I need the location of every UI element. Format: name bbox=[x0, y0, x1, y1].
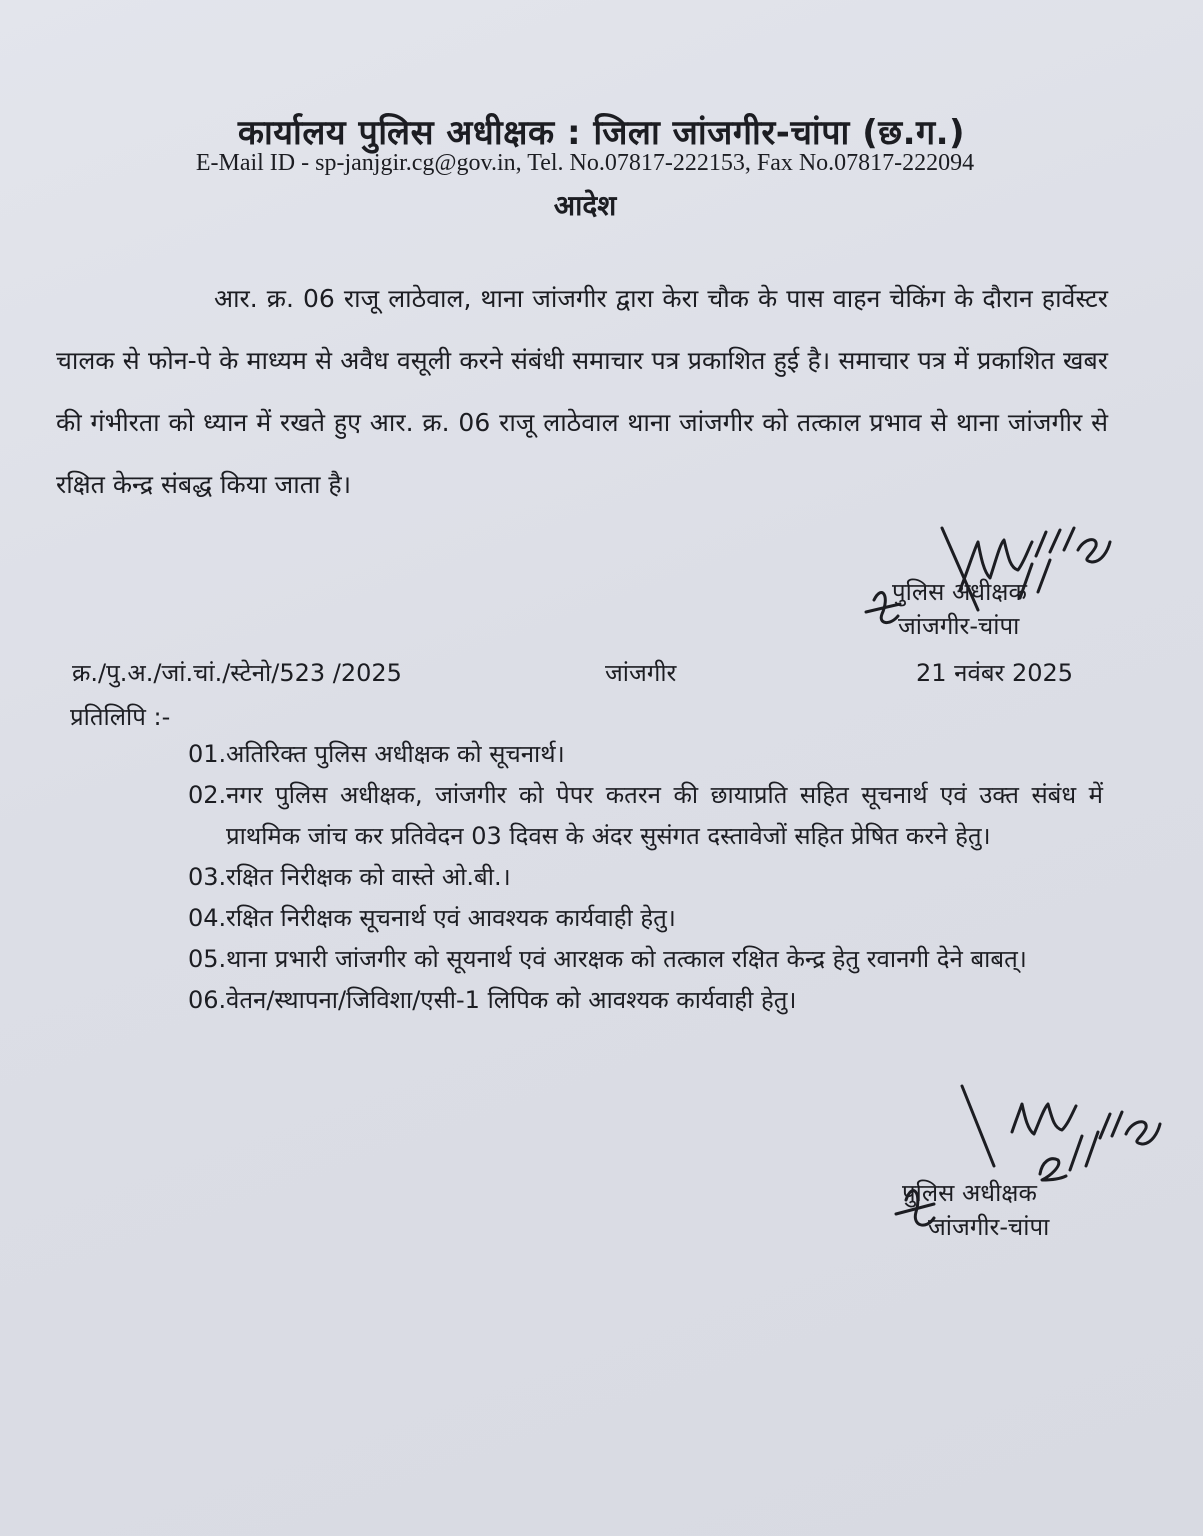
signature-2-block bbox=[902, 1176, 1049, 1244]
copy-to-item bbox=[188, 857, 1103, 898]
reference-number: क्र./पु.अ./जां.चां./स्टेनो/523 /2025 bbox=[72, 659, 402, 687]
signature-1-designation: पुलिस अधीक्षक bbox=[892, 578, 1027, 606]
copy-to-item bbox=[188, 939, 1103, 980]
signature-2-designation: पुलिस अधीक्षक bbox=[902, 1179, 1037, 1207]
copy-to-item bbox=[188, 980, 1103, 1021]
copy-to-item-number: 06. bbox=[188, 986, 227, 1014]
copy-to-item-text: रक्षित निरीक्षक सूचनार्थ एवं आवश्यक कार्यवाही हेतु। bbox=[226, 904, 676, 932]
copy-to-item-number: 02. bbox=[188, 781, 227, 809]
order-body: आर. क्र. 06 राजू लाठेवाल, थाना जांजगीर द्वारा केरा चौक के पास वाहन चेकिंग के दौरान हार्वेस्टर चालक से फोन-पे के माध्यम से अवैध वसूली करने संबंधी समाचार पत्र प्रकाशित हुई है। समाचार पत्र में प्रकाशित खबर की गंभीरता को ध्यान में रखते हुए आर. क्र. 06 राजू लाठेवाल थाना जांजगीर को तत्काल प्रभाव से थाना जांजगीर से रक्षित केन्द्र संबद्ध किया जाता है। bbox=[56, 284, 1108, 499]
copy-to-label: प्रतिलिपि :- bbox=[70, 703, 171, 731]
signature-2-district: जांजगीर-चांपा bbox=[928, 1213, 1050, 1241]
copy-to-item-number: 05. bbox=[188, 945, 227, 973]
copy-to-item-text: वेतन/स्थापना/जिविशा/एसी-1 लिपिक को आवश्यक कार्यवाही हेतु। bbox=[226, 986, 797, 1014]
copy-to-item-text: रक्षित निरीक्षक को वास्ते ओ.बी.। bbox=[226, 863, 511, 891]
signature-1-district: जांजगीर-चांपा bbox=[898, 612, 1020, 640]
copy-to-item bbox=[188, 898, 1103, 939]
office-title: कार्यालय पुलिस अधीक्षक : जिला जांजगीर-चांपा (छ.ग.) bbox=[237, 113, 966, 153]
copy-to-list bbox=[188, 734, 1103, 1021]
copy-to-item bbox=[188, 734, 1103, 775]
copy-to-item-text: नगर पुलिस अधीक्षक, जांजगीर को पेपर कतरन की छायाप्रति सहित सूचनार्थ एवं उक्त संबंध में प्राथमिक जांच कर प्रतिवेदन 03 दिवस के अंदर सुसंगत दस्तावेजों सहित प्रेषित करने हेतु। bbox=[226, 781, 1103, 850]
copy-to-item-text: थाना प्रभारी जांजगीर को सूयनार्थ एवं आरक्षक को तत्काल रक्षित केन्द्र हेतु रवानगी देने बाबत्। bbox=[226, 945, 1027, 973]
contact-line: E-Mail ID - sp-janjgir.cg@gov.in, Tel. No.07817-222153, Fax No.07817-222094 bbox=[195, 150, 975, 176]
copy-to-item-number: 04. bbox=[188, 904, 227, 932]
reference-place: जांजगीर bbox=[605, 659, 677, 687]
copy-to-item bbox=[188, 775, 1103, 857]
reference-date: 21 नवंबर 2025 bbox=[916, 659, 1074, 687]
signature-1-block bbox=[892, 575, 1027, 643]
copy-to-item-text: अतिरिक्त पुलिस अधीक्षक को सूचनार्थ। bbox=[226, 740, 565, 768]
copy-to-item-number: 03. bbox=[188, 863, 227, 891]
copy-to-item-number: 01. bbox=[188, 740, 227, 768]
document-heading: आदेश bbox=[553, 189, 617, 222]
